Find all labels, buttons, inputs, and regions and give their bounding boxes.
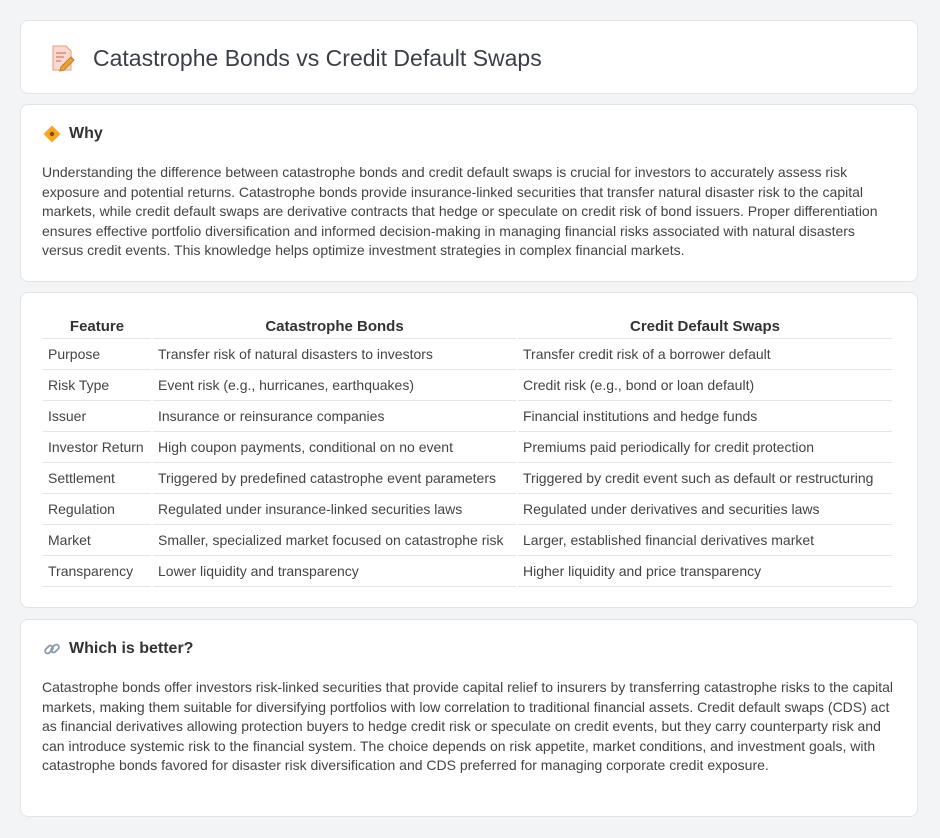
link-icon — [43, 640, 61, 658]
column-header-credit-default-swaps: Credit Default Swaps — [518, 315, 892, 339]
feature-cell: Risk Type — [43, 370, 151, 401]
catastrophe-bonds-cell: Smaller, specialized market focused on catastrophe risk — [153, 525, 516, 556]
table-row — [43, 370, 892, 401]
credit-default-swaps-cell: Larger, established financial derivatives market — [518, 525, 892, 556]
title-card — [20, 20, 918, 94]
catastrophe-bonds-cell: Lower liquidity and transparency — [153, 556, 516, 587]
comparison-table — [43, 315, 892, 587]
which-is-better-section — [20, 619, 918, 817]
comparison-section — [20, 292, 918, 608]
table-header-row — [43, 315, 892, 339]
table-row — [43, 463, 892, 494]
credit-default-swaps-cell: Regulated under derivatives and securities laws — [518, 494, 892, 525]
catastrophe-bonds-cell: Triggered by predefined catastrophe event parameters — [153, 463, 516, 494]
credit-default-swaps-cell: Higher liquidity and price transparency — [518, 556, 892, 587]
feature-cell: Transparency — [43, 556, 151, 587]
column-header-catastrophe-bonds: Catastrophe Bonds — [153, 315, 516, 339]
document-pencil-icon — [47, 43, 77, 73]
why-section — [20, 104, 918, 282]
better-heading — [43, 640, 193, 658]
credit-default-swaps-cell: Transfer credit risk of a borrower default — [518, 339, 892, 370]
feature-cell: Investor Return — [43, 432, 151, 463]
table-row — [43, 556, 892, 587]
credit-default-swaps-cell: Credit risk (e.g., bond or loan default) — [518, 370, 892, 401]
feature-cell: Settlement — [43, 463, 151, 494]
why-title: Why — [69, 125, 103, 142]
title-row — [47, 43, 542, 73]
table-row — [43, 401, 892, 432]
feature-cell: Issuer — [43, 401, 151, 432]
catastrophe-bonds-cell: Insurance or reinsurance companies — [153, 401, 516, 432]
column-header-feature: Feature — [43, 315, 151, 339]
credit-default-swaps-cell: Triggered by credit event such as default or restructuring — [518, 463, 892, 494]
table-row — [43, 432, 892, 463]
better-text: Catastrophe bonds offer investors risk-linked securities that provide capital relief to insurers by transferring catastrophe risks to the capital markets, making them suitable for diversifying portfolios with low correlation to traditional financial assets. Credit default swaps (CDS) act as financial derivatives allowing protection buyers to hedge credit risk or speculate on credit events, but they carry counterparty risk and can introduce systemic risk to the financial system. The choice depends on risk appetite, market conditions, and investment goals, with catastrophe bonds favored for disaster risk diversification and CDS preferred for managing corporate credit exposure. — [42, 679, 894, 773]
feature-cell: Market — [43, 525, 151, 556]
catastrophe-bonds-cell: High coupon payments, conditional on no event — [153, 432, 516, 463]
credit-default-swaps-cell: Premiums paid periodically for credit protection — [518, 432, 892, 463]
why-heading — [43, 125, 103, 143]
feature-cell: Purpose — [43, 339, 151, 370]
table-row — [43, 494, 892, 525]
diamond-icon — [43, 125, 61, 143]
credit-default-swaps-cell: Financial institutions and hedge funds — [518, 401, 892, 432]
feature-cell: Regulation — [43, 494, 151, 525]
catastrophe-bonds-cell: Event risk (e.g., hurricanes, earthquakes) — [153, 370, 516, 401]
better-title: Which is better? — [69, 640, 194, 657]
catastrophe-bonds-cell: Regulated under insurance-linked securities laws — [153, 494, 516, 525]
why-text: Understanding the difference between catastrophe bonds and credit default swaps is crucial for investors to accurately assess risk exposure and potential returns. Catastrophe bonds provide insurance-linked securities that transfer natural disaster risk to the capital markets, while credit default swaps are derivative contracts that hedge or speculate on credit risk of bond issuers. Proper differentiation ensures effective portfolio diversification and informed decision-making in managing financial risks associated with natural disasters versus credit events. This knowledge helps optimize investment strategies in complex financial markets. — [42, 164, 878, 258]
catastrophe-bonds-cell: Transfer risk of natural disasters to investors — [153, 339, 516, 370]
table-row — [43, 525, 892, 556]
table-row — [43, 339, 892, 370]
page-title: Catastrophe Bonds vs Credit Default Swaps — [93, 44, 542, 71]
